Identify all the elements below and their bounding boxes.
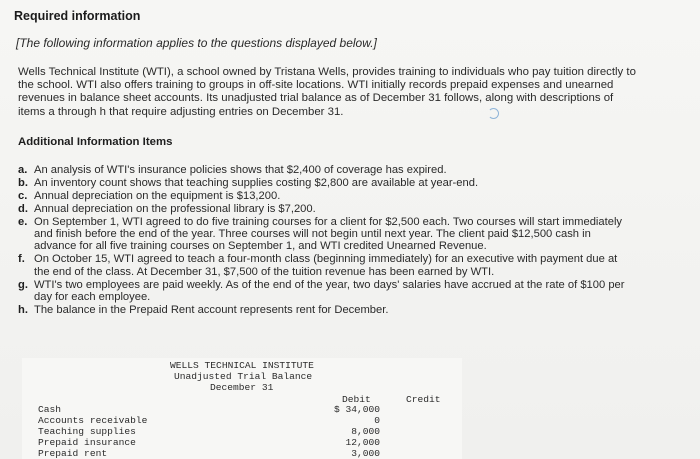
table-row [22,404,462,415]
list-item [18,164,688,176]
table-row [22,415,462,426]
item-text: advance for all five training courses on September 1, and WTI credited Unearned Revenue. [34,240,487,253]
table-row [22,448,462,459]
intro-line: items a through h that require adjusting entries on December 31. [18,105,344,118]
debit-amount: 0 [374,415,380,426]
list-item [18,190,688,202]
account-name: Prepaid insurance [38,437,136,448]
credit-header: Credit [406,394,441,405]
debit-amount: 8,000 [351,426,380,437]
item-letter: c. [18,189,28,202]
item-letter: f. [18,253,25,266]
intro-line: revenues in balance sheet accounts. Its unadjusted trial balance as of December 31 follows, along with descriptions of [18,92,614,105]
account-name: Cash [38,404,62,415]
list-item [18,279,688,304]
debit-header: Debit [342,394,371,405]
account-name: Teaching supplies [38,426,136,437]
trial-balance-table [22,358,462,459]
item-letter: g. [18,278,28,291]
intro-line: Wells Technical Institute (WTI), a school owned by Tristana Wells, provides training to individuals who pay tuition directly to [18,66,636,78]
item-text: The balance in the Prepaid Rent account represents rent for December. [34,303,389,316]
cursor-icon [488,108,499,119]
list-item [18,177,688,189]
item-letter: b. [18,176,28,189]
list-item [18,304,688,316]
item-letter: a. [18,164,28,176]
item-text: Annual depreciation on the equipment is $13,200. [34,189,281,202]
item-text: An inventory count shows that teaching supplies costing $2,800 are available at year-end. [34,176,479,189]
table-row [22,426,462,437]
item-text: and finish before the end of the year. Three courses will not begin until next year. The client paid $12,500 cash in [34,228,591,241]
debit-amount: 3,000 [351,448,380,459]
intro-paragraph [18,66,690,119]
section-heading: Required information [14,9,141,23]
statement-name: Unadjusted Trial Balance [174,371,313,382]
table-row [22,437,462,448]
list-item [18,216,688,253]
list-item [18,253,688,278]
debit-amount: 12,000 [345,437,380,448]
company-name: WELLS TECHNICAL INSTITUTE [170,360,314,371]
intro-line: the school. WTI also offers training to groups in off-site locations. WTI initially records prepaid expenses and unearned [18,79,614,92]
item-text: On October 15, WTI agreed to teach a four-month class (beginning immediately) for an executive with payment due at [34,253,618,266]
item-letter: h. [18,303,28,316]
item-text: day for each employee. [34,291,151,304]
account-name: Accounts receivable [38,415,148,426]
additional-info-heading: Additional Information Items [18,136,173,148]
item-letter: e. [18,215,28,228]
account-name: Prepaid rent [38,448,108,459]
instruction-note: [The following information applies to the questions displayed below.] [16,36,377,50]
item-text: On September 1, WTI agreed to do five training courses for a client for $2,500 each. Two courses will start immediately [34,215,623,228]
debit-amount: $ 34,000 [333,404,380,415]
list-item [18,203,688,215]
additional-items-list [18,164,688,317]
item-text: the end of the class. At December 31, $7,500 of the tuition revenue has been earned by WTI. [34,265,495,278]
item-letter: d. [18,202,28,215]
statement-date: December 31 [210,382,274,393]
item-text: An analysis of WTI's insurance policies shows that $2,400 of coverage has expired. [34,164,447,176]
item-text: WTI's two employees are paid weekly. As of the end of the year, two days' salaries have accrued at the rate of $100 per [34,278,625,291]
item-text: Annual depreciation on the professional library is $7,200. [34,202,316,215]
